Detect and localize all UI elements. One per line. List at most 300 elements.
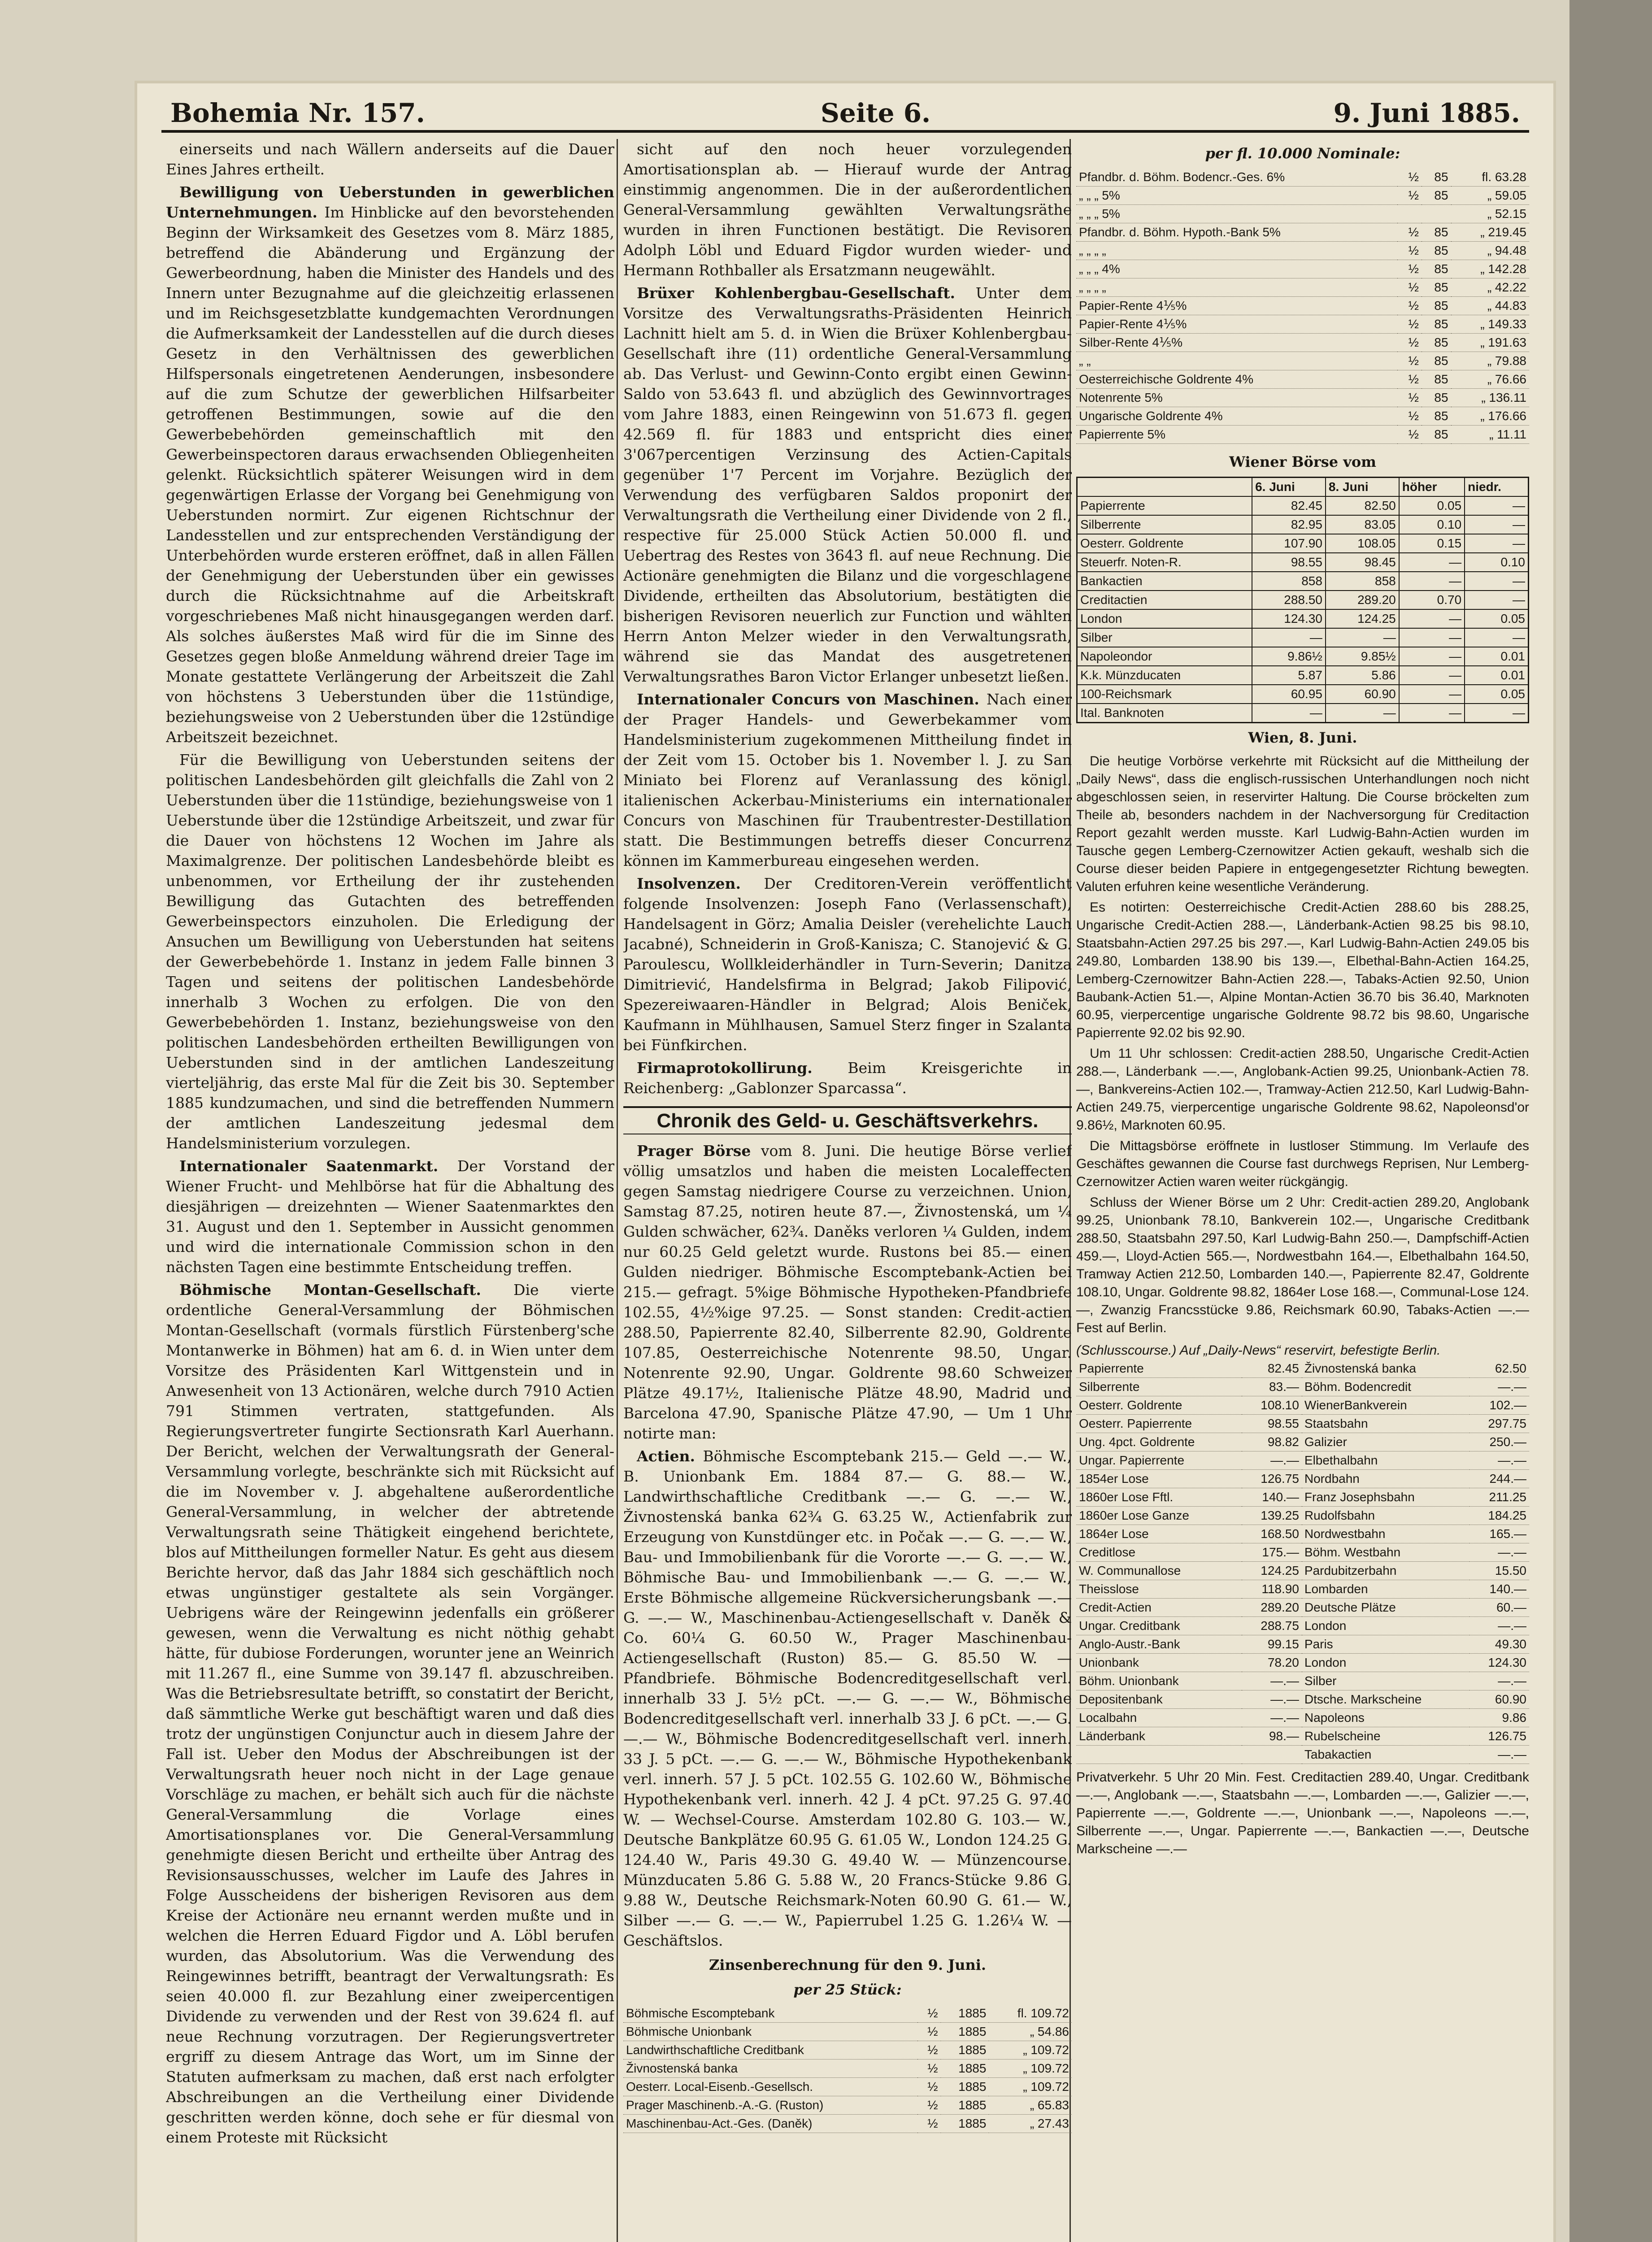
table-cell: ½ [1397, 426, 1422, 444]
interest-row [623, 2115, 1072, 2133]
wiener-row [1077, 647, 1529, 666]
table-cell: 82.95 [1252, 515, 1326, 534]
table-cell: 5.87 [1252, 666, 1326, 685]
article-text: Die vierte ordentliche General-Versammlung der Böhmischen Montan-Gesellschaft (vormals fürstlich Fürstenberg'sche Montanwerke in Böhmen) hat am 6. d. in Wien unter dem Vorsitze des Präsidenten Karl Wittgenstein und in Anwesenheit von 13 Actionären, welche durch 7910 Actien 791 Stimmen vertraten, stattgefunden. Als Regierungsvertreter fungirte Sectionsrath Karl Auerhann. Der Bericht, welchen der Verwaltungsrath der General-Versammlung vorlegte, beschränkte sich mit Rücksicht auf die im November v. J. abgehaltene außerordentliche General-Versammlung, in welcher der abtretende Verwaltungsrath seine Thätigkeit eingehend berichtete, blos auf Mittheilungen formeller Natur. Es geht aus diesem Berichte hervor, daß das Jahr 1884 sich geschäftlich noch etwas ungünstiger gestaltete als sein Vorgänger. Uebrigens wäre der Reingewinn jedenfalls ein größerer gewesen, wenn die Verwaltung es nicht nöthig gehabt hätte, für dubiose Forderungen, worunter jene an Weinrich mit 11.267 fl., eine Summe von 39.147 fl. abzuschreiben. Was die Betriebsresultate betrifft, so constatirt der Bericht, daß sämmtliche Werke gut beschäftigt waren und daß dies trotz der ungünstigen Conjunctur auch in diesem Jahre der Fall ist. Ueber den Modus der Abschreibungen ist der Verwaltungsrath heuer noch nicht in der Lage genaue Vorschläge zu machen, er behält sich auch für die nächste General-Versammlung die Vorlage eines Amortisationsplanes vor. Die General-Versammlung genehmigte diesen Bericht und ertheilte über Antrag des Revisionsausschusses, welcher im Laufe des Jahres in Folge Ausscheidens der bisherigen Revisoren aus dem Kreise der Actionäre neu ernannt werden mußte und in welchen die Herren Eduard Figdor und A. Löbl berufen wurden, das Absolutorium. Was die Verwendung des Reingewinnes betrifft, beantragt der Verwaltungsrath: Es seien 40.000 fl. zur Bezahlung einer zweipercentigen Dividende zu verwenden und der Rest von 39.624 fl. auf neue Rechnung vorzutragen. Der Regierungsvertreter ergriff zu diesem Antrage das Wort, um im Sinne der Statuten aufmerksam zu machen, daß erst nach erfolgter Abschreibungen an die Vertheilung einer Dividende geschritten werden könne, doch sehe er für diesmal von einem Proteste mit Rücksicht [166, 1281, 614, 2146]
table-cell: Prager Maschinenb.-A.-G. (Ruston) [623, 2096, 917, 2115]
table-cell [1397, 205, 1422, 223]
table-cell: Oesterreichische Goldrente 4% [1076, 370, 1397, 389]
table-cell: ½ [917, 2041, 940, 2060]
table-cell: Creditlose [1076, 1543, 1242, 1562]
table-cell: „ 149.33 [1451, 315, 1529, 334]
table-cell: 0.05 [1399, 496, 1465, 515]
schluss-row [1076, 1635, 1529, 1654]
table-cell: 1860er Lose Ganze [1076, 1507, 1242, 1525]
table-cell: 168.50 [1242, 1525, 1301, 1543]
table-cell: 140.— [1242, 1488, 1301, 1507]
wiener-row [1077, 572, 1529, 591]
table-cell: 0.10 [1465, 553, 1528, 572]
table-cell: 211.25 [1469, 1488, 1529, 1507]
table-cell: Ungarische Goldrente 4% [1076, 407, 1397, 426]
interest-row [623, 2004, 1072, 2023]
table-cell: London [1077, 609, 1252, 628]
table-cell: 0.01 [1465, 666, 1528, 685]
schluss-row [1076, 1415, 1529, 1433]
table-cell: ½ [917, 2060, 940, 2078]
schluss-row [1076, 1378, 1529, 1396]
article-headline: Firmaprotokollirung. [637, 1059, 848, 1077]
table-cell: „ 109.72 [989, 2041, 1072, 2060]
table-cell: Živnostenská banka [623, 2060, 917, 2078]
nominal-row [1076, 205, 1529, 223]
nominal-row [1076, 297, 1529, 315]
nominal-row [1076, 315, 1529, 334]
table-cell: Tabakactien [1302, 1746, 1469, 1764]
table-cell: „ 176.66 [1451, 407, 1529, 426]
table-cell: „ „ [1076, 352, 1397, 370]
column-1 [166, 139, 614, 2242]
report-paragraph: Die heutige Vorbörse verkehrte mit Rücksicht auf die Mittheilung der „Daily News“, dass die englisch-russischen Unterhandlungen noch nicht abgeschlossen seien, in reservirter Haltung. Die Course bröckelten zum Theile ab, besonders nachdem in der Nachversorgung für Creditaction Report gezahlt werden musste. Karl Ludwig-Bahn-Actien wurden im Tausche gegen Lemberg-Czernowitzer Actien gekauft, weshalb sich die Course dieser beiden Papiere in entgegengesetzter Richtung bewegten. Valuten erfuhren keine wesentliche Veränderung. [1076, 754, 1529, 894]
schluss-row [1076, 1746, 1529, 1764]
table-cell: — [1326, 628, 1399, 647]
wiener-row [1077, 666, 1529, 685]
schluss-row [1076, 1543, 1529, 1562]
table-cell: 49.30 [1469, 1635, 1529, 1654]
article-paragraph [623, 283, 1072, 687]
schluss-row [1076, 1470, 1529, 1488]
table-cell: 1864er Lose [1076, 1525, 1242, 1543]
table-cell: „ 27.43 [989, 2115, 1072, 2133]
table-cell: „ 52.15 [1451, 205, 1529, 223]
table-cell: 9.86 [1469, 1709, 1529, 1727]
table-cell: 102.— [1469, 1396, 1529, 1415]
interest-table-title: Zinsenberechnung für den 9. Juni. [709, 1956, 987, 1973]
section-title: Chronik des Geld- u. Geschäftsverkehrs. [623, 1106, 1072, 1134]
schluss-row [1076, 1396, 1529, 1415]
table-cell: Nordbahn [1302, 1470, 1469, 1488]
table-cell: 82.45 [1242, 1360, 1301, 1378]
table-cell: Silber [1302, 1672, 1469, 1690]
article-headline: Internationaler Concurs von Maschinen. [637, 691, 987, 708]
table-cell: Böhm. Unionbank [1076, 1672, 1242, 1690]
table-cell: Papier-Rente 4⅕% [1076, 315, 1397, 334]
table-cell: —.— [1242, 1451, 1301, 1470]
article-headline: Brüxer Kohlenbergbau-Gesellschaft. [637, 284, 976, 302]
schluss-row [1076, 1507, 1529, 1525]
table-cell: Theisslose [1076, 1580, 1242, 1599]
table-cell: Dtsche. Markscheine [1302, 1690, 1469, 1709]
interest-row [623, 2060, 1072, 2078]
table-cell: 858 [1252, 572, 1326, 591]
wiener-boerse-title: Wiener Börse vom [1229, 453, 1377, 470]
table-cell: ½ [1397, 278, 1422, 297]
nominal-row [1076, 426, 1529, 444]
table-cell: 5.86 [1326, 666, 1399, 685]
table-cell: Živnostenská banka [1302, 1360, 1469, 1378]
table-cell: — [1399, 647, 1465, 666]
table-cell: 83.— [1242, 1378, 1301, 1396]
table-cell: 85 [1422, 407, 1451, 426]
table-cell: — [1252, 704, 1326, 723]
table-cell: ½ [1397, 168, 1422, 187]
table-cell: ½ [1397, 242, 1422, 260]
masthead: Bohemia Nr. 157. [170, 98, 425, 128]
table-cell: 60.90 [1469, 1690, 1529, 1709]
table-cell: WienerBankverein [1302, 1396, 1469, 1415]
table-cell: 126.75 [1242, 1470, 1301, 1488]
table-cell: K.k. Münzducaten [1077, 666, 1252, 685]
table-cell: 108.05 [1326, 534, 1399, 553]
wien-dateline: Wien, 8. Juni. [1248, 729, 1357, 746]
page-header [161, 90, 1529, 133]
wiener-row [1077, 496, 1529, 515]
table-cell: — [1465, 534, 1528, 553]
table-cell: ½ [917, 2023, 940, 2041]
article-headline: Böhmische Montan-Gesellschaft. [179, 1281, 513, 1299]
table-cell: Landwirthschaftliche Creditbank [623, 2041, 917, 2060]
table-cell: Böhmische Unionbank [623, 2023, 917, 2041]
table-cell: — [1465, 628, 1528, 647]
table-cell: ½ [1397, 223, 1422, 242]
article-paragraph [623, 1446, 1072, 1951]
table-cell: Napoleons [1302, 1709, 1469, 1727]
table-cell: ½ [917, 2115, 940, 2133]
schluss-row [1076, 1451, 1529, 1470]
table-cell: 85 [1422, 334, 1451, 352]
table-cell: ½ [1397, 315, 1422, 334]
table-cell: — [1252, 628, 1326, 647]
table-cell: fl. 109.72 [989, 2004, 1072, 2023]
table-cell: „ „ „ 5% [1076, 187, 1397, 205]
table-cell: „ 44.83 [1451, 297, 1529, 315]
article-paragraph [166, 139, 614, 179]
wien-report [1076, 752, 1529, 1337]
table-cell: 60.90 [1326, 685, 1399, 704]
table-cell: 85 [1422, 242, 1451, 260]
wiener-row [1077, 609, 1529, 628]
scan-margin [1569, 0, 1652, 2242]
table-cell: Oesterr. Goldrente [1077, 534, 1252, 553]
table-cell: 1885 [941, 2060, 989, 2078]
table-cell: „ 11.11 [1451, 426, 1529, 444]
table-cell: 85 [1422, 168, 1451, 187]
table-cell: 184.25 [1469, 1507, 1529, 1525]
table-cell: Oesterr. Goldrente [1076, 1396, 1242, 1415]
table-cell: Galizier [1302, 1433, 1469, 1451]
table-cell: „ „ „ 5% [1076, 205, 1397, 223]
table-cell: „ „ „ „ [1076, 242, 1397, 260]
table-cell: — [1399, 704, 1465, 723]
table-cell: Ungar. Papierrente [1076, 1451, 1242, 1470]
nominal-title: per fl. 10.000 Nominale: [1205, 145, 1400, 162]
table-cell: 83.05 [1326, 515, 1399, 534]
article-paragraph [166, 750, 614, 1153]
table-cell: 1885 [941, 2096, 989, 2115]
table-cell: —.— [1242, 1672, 1301, 1690]
table-cell: 140.— [1469, 1580, 1529, 1599]
table-cell: 0.05 [1465, 609, 1528, 628]
table-cell: — [1465, 572, 1528, 591]
article-headline: Prager Börse [637, 1142, 761, 1160]
article-headline: Internationaler Saatenmarkt. [179, 1157, 457, 1175]
table-cell: Paris [1302, 1635, 1469, 1654]
table-cell: Papier-Rente 4⅕% [1076, 297, 1397, 315]
article-paragraph [166, 1156, 614, 1277]
table-cell: 98.45 [1326, 553, 1399, 572]
table-cell: 288.50 [1252, 591, 1326, 609]
article-paragraph [623, 1141, 1072, 1443]
table-cell: 60.95 [1252, 685, 1326, 704]
article-paragraph [623, 873, 1072, 1055]
table-cell [1422, 205, 1451, 223]
nominal-row [1076, 407, 1529, 426]
table-cell: „ 76.66 [1451, 370, 1529, 389]
table-cell: Depositenbank [1076, 1690, 1242, 1709]
table-cell: — [1465, 496, 1528, 515]
column-3 [1076, 139, 1529, 2242]
table-cell: — [1326, 704, 1399, 723]
table-cell: 15.50 [1469, 1562, 1529, 1580]
table-cell: 82.45 [1252, 496, 1326, 515]
article-headline: Actien. [637, 1447, 703, 1465]
column-rule [617, 139, 618, 2242]
report-paragraph: Schluss der Wiener Börse um 2 Uhr: Credit-actien 289.20, Anglobank 99.25, Unionbank 78.10, Bankverein 102.—, Ungarische Creditbank 288.50, Staatsbahn 297.50, Karl Ludwig-Bahn 250.—, Dampfschiff-Actien 459.—, Lloyd-Actien 565.—, Nordwestbahn 164.—, Elbethalbahn 164.50, Tramway Actien 212.50, Lombarden 140.—, Papierrente 82.47, Goldrente 108.10, Ungar. Goldrente 98.82, 1864er Lose 168.—, Communal-Lose 124.—, Zwanzig Francsstücke 9.86, Reichsmark 60.90, Tabaks-Actien —.— Fest auf Berlin. [1076, 1195, 1529, 1335]
article-headline: Bewilligung von Ueberstunden in gewerblichen Unternehmungen. [166, 183, 614, 221]
table-cell: Silberrente [1077, 515, 1252, 534]
table-cell: Anglo-Austr.-Bank [1076, 1635, 1242, 1654]
wiener-row [1077, 534, 1529, 553]
article-paragraph [166, 1280, 614, 2147]
table-cell: „ 94.48 [1451, 242, 1529, 260]
table-cell: 289.20 [1242, 1599, 1301, 1617]
table-cell: Rubelscheine [1302, 1727, 1469, 1746]
table-cell: 78.20 [1242, 1654, 1301, 1672]
schluss-row [1076, 1654, 1529, 1672]
table-cell: 107.90 [1252, 534, 1326, 553]
table-cell: 1885 [941, 2004, 989, 2023]
table-cell: ½ [1397, 389, 1422, 407]
interest-row [623, 2096, 1072, 2115]
table-cell: Papierrente [1077, 496, 1252, 515]
table-cell: Franz Josephsbahn [1302, 1488, 1469, 1507]
table-cell: Papierrente 5% [1076, 426, 1397, 444]
table-cell [1076, 1746, 1242, 1764]
table-cell: Silber [1077, 628, 1252, 647]
table-cell: —.— [1469, 1746, 1529, 1764]
column-header: höher [1399, 478, 1465, 497]
table-cell: „ „ „ 4% [1076, 260, 1397, 278]
schluss-row [1076, 1525, 1529, 1543]
table-cell: ½ [1397, 352, 1422, 370]
article-text: Der Vorstand der Wiener Frucht- und Mehlbörse hat für die Abhaltung des diesjährigen — dreizehnten — Wiener Saatenmarktes den 31. August und den 1. September in Aussicht genommen und wird die internationale Commission schon in den nächsten Tagen eine bestimmte Entscheidung treffen. [166, 1157, 614, 1276]
table-cell: —.— [1469, 1543, 1529, 1562]
table-cell: 100-Reichsmark [1077, 685, 1252, 704]
table-cell: 0.15 [1399, 534, 1465, 553]
table-cell: Ital. Banknoten [1077, 704, 1252, 723]
table-cell: „ 109.72 [989, 2078, 1072, 2096]
schluss-row [1076, 1562, 1529, 1580]
interest-row [623, 2023, 1072, 2041]
nominal-row [1076, 242, 1529, 260]
table-cell: Credit-Actien [1076, 1599, 1242, 1617]
table-cell: 85 [1422, 187, 1451, 205]
table-cell: Silberrente [1076, 1378, 1242, 1396]
table-cell: Ungar. Creditbank [1076, 1617, 1242, 1635]
table-cell: 0.10 [1399, 515, 1465, 534]
column-header: 8. Juni [1326, 478, 1399, 497]
table-cell: 98.55 [1242, 1415, 1301, 1433]
table-cell: 250.— [1469, 1433, 1529, 1451]
table-cell: „ „ „ „ [1076, 278, 1397, 297]
article-headline: Insolvenzen. [637, 875, 764, 892]
schluss-row [1076, 1360, 1529, 1378]
wiener-row [1077, 553, 1529, 572]
table-cell: 85 [1422, 297, 1451, 315]
table-cell: ½ [917, 2078, 940, 2096]
table-cell: Ung. 4pct. Goldrente [1076, 1433, 1242, 1451]
nominal-row [1076, 278, 1529, 297]
column-2 [623, 139, 1072, 2242]
table-cell: 1885 [941, 2078, 989, 2096]
article-text: Beim Kreisgerichte in Reichenberg: „Gablonzer Sparcassa“. [623, 1059, 1072, 1097]
report-paragraph: Um 11 Uhr schlossen: Credit-actien 288.50, Ungarische Credit-Actien 288.—, Länderbank —.—, Anglobank-Actien 99.25, Unionbank-Actien 78.—, Bankvereins-Actien 102.—, Tramway-Actien 212.50, Karl Ludwig-Bahn-Actien 249.75, vierpercentige ungarische Goldrente 98.62, Napoleonsd'or 9.86½, Marknoten 60.95. [1076, 1046, 1529, 1133]
table-cell: 165.— [1469, 1525, 1529, 1543]
table-cell: Oesterr. Papierrente [1076, 1415, 1242, 1433]
article-text: Für die Bewilligung von Ueberstunden seitens der politischen Landesbehörden gilt gleichfalls die Zahl von 2 Ueberstunden über die 11stündige, beziehungsweise von 1 Ueberstunde über die 12stündige Arbeitszeit, und zwar für die Dauer von höchstens 12 Wochen im Jahre als Maximalgrenze. Der politischen Landesbehörde bleibt es unbenommen, vor Ertheilung der ihr zustehenden Bewilligung das Gutachten des betreffenden Gewerbeinspectors einzuholen. Die Erledigung der Ansuchen um Bewilligung von Ueberstunden hat seitens der Gewerbebehörde 1. Instanz in jedem Falle binnen 3 Tagen und seitens der politischen Landesbehörde innerhalb 3 Wochen zu erfolgen. Die von den Gewerbebehörden 1. Instanz, beziehungsweise von den politischen Landesbehörden ertheilten Bewilligungen von Ueberstunden sind in der amtlichen Landeszeitung vierteljährig, das erste Mal für die Zeit bis 30. September 1885 kundzumachen, und sind die betreffenden Nummern der amtlichen Landeszeitung jedesmal dem Handelsministerium vorzulegen. [166, 751, 614, 1152]
article-paragraph [166, 182, 614, 747]
table-cell: — [1399, 553, 1465, 572]
table-cell: ½ [1397, 260, 1422, 278]
table-cell: ½ [1397, 407, 1422, 426]
table-cell: „ 109.72 [989, 2060, 1072, 2078]
nominal-row [1076, 334, 1529, 352]
table-cell: 1885 [941, 2115, 989, 2133]
schluss-table [1076, 1360, 1529, 1764]
article-paragraph [623, 1058, 1072, 1098]
table-cell: 124.30 [1469, 1654, 1529, 1672]
table-cell: Nordwestbahn [1302, 1525, 1469, 1543]
table-cell: 98.— [1242, 1727, 1301, 1746]
table-cell: Pardubitzerbahn [1302, 1562, 1469, 1580]
table-cell: —.— [1242, 1709, 1301, 1727]
table-cell: London [1302, 1617, 1469, 1635]
table-cell: 858 [1326, 572, 1399, 591]
table-cell: Staatsbahn [1302, 1415, 1469, 1433]
table-cell: Länderbank [1076, 1727, 1242, 1746]
table-cell: 98.82 [1242, 1433, 1301, 1451]
table-cell: Localbahn [1076, 1709, 1242, 1727]
report-paragraph: Es notirten: Oesterreichische Credit-Actien 288.60 bis 288.25, Ungarische Credit-Actien 288.—, Länderbank-Actien 98.25 bis 98.10, Staatsbahn-Actien 297.25 bis 297.—, Karl Ludwig-Bahn-Actien 249.05 bis 249.80, Lombarden 138.90 bis 139.—, Elbethal-Bahn-Actien 164.25, Lemberg-Czernowitzer Bahn-Actien 228.—, Tabaks-Actien 92.50, Union Baubank-Actien 51.—, Alpine Montan-Actien 36.70 bis 36.40, Marknoten 60.95, vierpercentige ungarische Goldrente 98.72 bis 98.60, Ungarische Papierrente 92.02 bis 92.90. [1076, 900, 1529, 1040]
table-cell: 9.85½ [1326, 647, 1399, 666]
wiener-boerse-table [1076, 477, 1529, 723]
interest-table-sub: per 25 Stück: [793, 1981, 902, 1998]
table-cell: —.— [1469, 1451, 1529, 1470]
schluss-row [1076, 1599, 1529, 1617]
schluss-row [1076, 1690, 1529, 1709]
table-cell: 85 [1422, 278, 1451, 297]
table-cell: „ 42.22 [1451, 278, 1529, 297]
table-cell: ½ [1397, 297, 1422, 315]
table-cell: — [1399, 666, 1465, 685]
interest-table [623, 2004, 1072, 2133]
table-cell: ½ [1397, 187, 1422, 205]
table-cell: Böhm. Bodencredit [1302, 1378, 1469, 1396]
table-cell: 1860er Lose Fftl. [1076, 1488, 1242, 1507]
table-cell: 175.— [1242, 1543, 1301, 1562]
table-cell: Lombarden [1302, 1580, 1469, 1599]
table-cell: — [1399, 685, 1465, 704]
interest-row [623, 2078, 1072, 2096]
table-cell: ½ [917, 2096, 940, 2115]
table-cell: 244.— [1469, 1470, 1529, 1488]
table-cell: Steuerfr. Noten-R. [1077, 553, 1252, 572]
wiener-row [1077, 685, 1529, 704]
table-cell: Deutsche Plätze [1302, 1599, 1469, 1617]
table-cell: Maschinenbau-Act.-Ges. (Daněk) [623, 2115, 917, 2133]
table-cell: Unionbank [1076, 1654, 1242, 1672]
table-cell: —.— [1469, 1672, 1529, 1690]
table-cell: 1885 [941, 2023, 989, 2041]
table-cell: — [1465, 591, 1528, 609]
table-cell: Napoleondor [1077, 647, 1252, 666]
column-header [1077, 478, 1252, 497]
wiener-row [1077, 515, 1529, 534]
schluss-row [1076, 1672, 1529, 1690]
table-cell: 98.55 [1252, 553, 1326, 572]
table-cell: Creditactien [1077, 591, 1252, 609]
wiener-row [1077, 704, 1529, 723]
table-cell: fl. 63.28 [1451, 168, 1529, 187]
table-cell: 124.25 [1242, 1562, 1301, 1580]
table-cell: Papierrente [1076, 1360, 1242, 1378]
issue-date: 9. Juni 1885. [1333, 98, 1520, 128]
table-cell: W. Communallose [1076, 1562, 1242, 1580]
table-cell: 9.86½ [1252, 647, 1326, 666]
privatverkehr: Privatverkehr. 5 Uhr 20 Min. Fest. Creditactien 289.40, Ungar. Creditbank —.—, Anglobank —.—, Staatsbahn —.—, Lombarden —.—, Galizier —.—, Papierrente —.—, Goldrente —.—, Unionbank —.—, Napoleons —.—, Silberrente —.—, Ungar. Papierrente —.—, Bankactien —.—, Deutsche Markscheine —.— [1076, 1770, 1529, 1856]
table-cell: 118.90 [1242, 1580, 1301, 1599]
table-cell: „ 136.11 [1451, 389, 1529, 407]
column-header: niedr. [1465, 478, 1528, 497]
report-paragraph: Die Mittagsbörse eröffnete in lustloser Stimmung. Im Verlaufe des Geschäftes gewannen die Course fast durchwegs Reprisen, Nur Lemberg-Czernowitzer Actien waren weiter rückgängig. [1076, 1138, 1529, 1189]
schluss-row [1076, 1709, 1529, 1727]
schluss-row [1076, 1617, 1529, 1635]
table-cell: 99.15 [1242, 1635, 1301, 1654]
table-cell: Silber-Rente 4⅕% [1076, 334, 1397, 352]
schluss-row [1076, 1580, 1529, 1599]
table-cell: „ 79.88 [1451, 352, 1529, 370]
table-cell: — [1465, 704, 1528, 723]
table-cell: 108.10 [1242, 1396, 1301, 1415]
table-cell: „ 54.86 [989, 2023, 1072, 2041]
table-cell: 0.05 [1465, 685, 1528, 704]
table-cell: ½ [1397, 334, 1422, 352]
nominal-row [1076, 352, 1529, 370]
schluss-row [1076, 1433, 1529, 1451]
article-text: sicht auf den noch heuer vorzulegenden Amortisationsplan ab. — Hierauf wurde der Antrag einstimmig angenommen. Die in der außerordentlichen General-Versammlung gewählten Verwaltungsräthe wurden in ihren Functionen bestätigt. Die Revisoren Adolph Löbl und Eduard Figdor wurden wieder- und Hermann Rothballer als Ersatzmann neugewählt. [623, 140, 1072, 279]
table-cell: —.— [1469, 1378, 1529, 1396]
schluss-row [1076, 1727, 1529, 1746]
table-cell: Bankactien [1077, 572, 1252, 591]
table-cell: Notenrente 5% [1076, 389, 1397, 407]
wiener-row [1077, 591, 1529, 609]
article-text: Im Hinblicke auf den bevorstehenden Beginn der Wirksamkeit des Gesetzes vom 8. März 1885, betreffend die Abänderung und Ergänzung der Gewerbeordnung, haben die Minister des Handels und des Innern unter Bezugnahme auf die gleichzeitig erlassenen und im Reichsgesetzblatte kundgemachten Verordnungen die Aufmerksamkeit der Landesstellen auf die durch dieses Gesetz in den Verhältnissen des gewerblichen Hilfspersonals eingetretenen Aenderungen, insbesondere auf die zum Schutze der gewerblichen Hilfsarbeiter getroffenen Bestimmungen, sowie auf die den Gewerbebehörden gemeinschaftlich mit den Gewerbeinspectoren daraus erwachsenden Obliegenheiten gelenkt. Rücksichtlich späterer Weisungen wird in dem gegenwärtigen Erlasse der Vorgang bei Genehmigung von Ueberstunden normirt. Zur eigenen Richtschnur der Landesstellen und zur entsprechenden Verständigung der Unterbehörden wurde ersteren eröffnet, daß in allen Fällen der Genehmigung der Ueberstunden über ein gewisses durch die Rücksichtnahme auf die Arbeitskraft vorgeschriebenes Maß nicht hinausgegangen werden darf. Als solches äußerstes Maß wird für die im Sinne des Gesetzes gegen bloße Anmeldung während dreier Tage im Monate gestattete Verlängerung der Arbeitszeit die Zahl von höchstens 3 Ueberstunden über die 11stündige, beziehungsweise von 2 Ueberstunden über die 12stündige Arbeitszeit bezeichnet. [166, 204, 614, 746]
table-cell: 82.50 [1326, 496, 1399, 515]
schluss-title: (Schlusscourse.) Auf „Daily-News“ reservirt, befestigte Berlin. [1076, 1343, 1441, 1358]
table-cell: „ 191.63 [1451, 334, 1529, 352]
table-cell: „ 142.28 [1451, 260, 1529, 278]
table-cell: 0.01 [1465, 647, 1528, 666]
table-cell: 62.50 [1469, 1360, 1529, 1378]
wiener-row [1077, 628, 1529, 647]
